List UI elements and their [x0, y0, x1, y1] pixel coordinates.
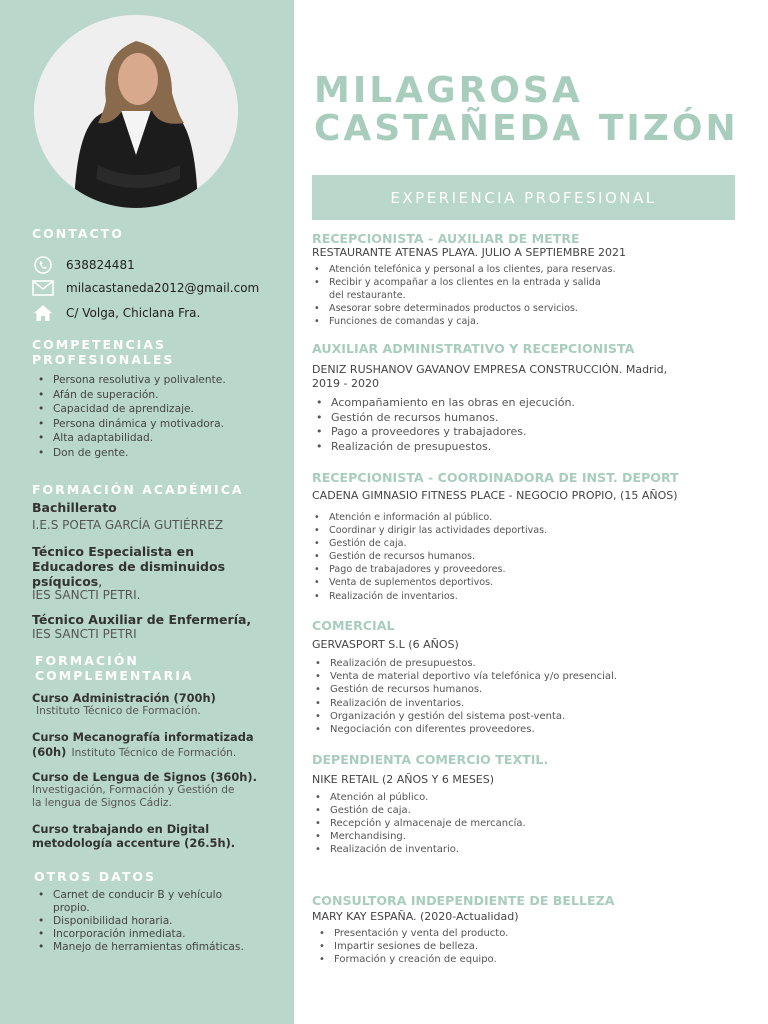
- list-item: • Alta adaptabilidad.: [53, 431, 226, 446]
- list-item: • Carnet de conducir B y vehículo: [53, 889, 244, 902]
- list-item: • Gestión de recursos humanos.: [331, 411, 575, 426]
- phone-icon: [32, 256, 54, 274]
- course-title: Curso Administración (700h): [32, 691, 216, 705]
- job-duties: [330, 657, 617, 736]
- job-title: RECEPCIONISTA - AUXILIAR DE METRE: [312, 231, 580, 246]
- edu-title: Técnico Auxiliar de Enfermería,: [32, 612, 252, 627]
- job-duties: [329, 263, 616, 328]
- list-item: • Afán de superación.: [53, 388, 226, 403]
- list-item: • Gestión de recursos humanos.: [329, 550, 547, 563]
- list-item: • Pago de trabajadores y proveedores.: [329, 563, 547, 576]
- name-line-1: MILAGROSA: [314, 70, 583, 111]
- edu-title: Bachillerato: [32, 500, 117, 515]
- course-title: Curso trabajando en Digital: [32, 822, 210, 836]
- list-item: • Recibir y acompañar a los clientes en la entrada y salida: [329, 276, 616, 289]
- list-item: • Venta de material deportivo vía telefónica y/o presencial.: [330, 670, 617, 683]
- list-item: • Organización y gestión del sistema post-venta.: [330, 710, 617, 723]
- formacion-complementaria-heading-line-1: FORMACIÓN: [35, 653, 139, 668]
- job-title: RECEPCIONISTA - COORDINADORA DE INST. DEPORT: [312, 470, 679, 485]
- job-title: COMERCIAL: [312, 618, 395, 633]
- profile-photo: [34, 15, 238, 208]
- email-address[interactable]: milacastaneda2012@gmail.com: [66, 281, 260, 295]
- list-item: • Negociación con diferentes proveedores.: [330, 723, 617, 736]
- competencias-list: [53, 373, 226, 461]
- list-item: • Incorporación inmediata.: [53, 928, 244, 941]
- list-item: • Realización de inventario.: [330, 843, 526, 856]
- competencias-heading-line-1: COMPETENCIAS: [32, 337, 166, 352]
- edu-place: I.E.S POETA GARCÍA GUTIÉRREZ: [32, 518, 224, 532]
- sidebar: [0, 0, 294, 1024]
- job-company: GERVASPORT S.L (6 AÑOS): [312, 638, 459, 651]
- job-duties: [329, 511, 547, 603]
- edu-title: Educadores de disminuidos: [32, 559, 226, 574]
- edu-place: IES SANCTI PETRI.: [32, 588, 141, 602]
- job-duties: [334, 928, 508, 966]
- name-line-2: CASTAÑEDA TIZÓN: [314, 108, 739, 149]
- list-item: • Atención al público.: [330, 791, 526, 804]
- formacion-complementaria-heading: [35, 653, 194, 683]
- list-item: • Realización de inventarios.: [329, 590, 547, 603]
- person-name: [314, 72, 739, 148]
- list-item-continuation: del restaurante.: [329, 290, 406, 301]
- contact-heading: CONTACTO: [32, 226, 124, 241]
- list-item: • Atención e información al público.: [329, 511, 547, 524]
- job-company: RESTAURANTE ATENAS PLAYA. JULIO A SEPTIEMBRE 2021: [312, 246, 627, 259]
- list-item: • Atención telefónica y personal a los clientes, para reservas.: [329, 263, 616, 276]
- course-place: Instituto Técnico de Formación.: [71, 747, 237, 759]
- edu-place: IES SANCTI PETRI: [32, 627, 137, 641]
- list-item-continuation: propio.: [53, 902, 90, 914]
- list-item: • Presentación y venta del producto.: [334, 928, 508, 941]
- list-item: • Merchandising.: [330, 830, 526, 843]
- competencias-heading-line-2: PROFESIONALES: [32, 352, 175, 367]
- list-item: • Capacidad de aprendizaje.: [53, 402, 226, 417]
- list-item: • Persona resolutiva y polivalente.: [53, 373, 226, 388]
- list-item: • Coordinar y dirigir las actividades deportivas.: [329, 524, 547, 537]
- email-row: [32, 279, 259, 297]
- formacion-academica-heading: FORMACIÓN ACADÉMICA: [32, 482, 244, 497]
- list-item: • Venta de suplementos deportivos.: [329, 576, 547, 589]
- phone-number[interactable]: 638824481: [66, 258, 135, 272]
- otros-datos-heading: OTROS DATOS: [34, 869, 156, 884]
- list-item: • Recepción y almacenaje de mercancía.: [330, 817, 526, 830]
- job-company: CADENA GIMNASIO FITNESS PLACE - NEGOCIO PROPIO, (15 AÑOS): [312, 489, 678, 502]
- job-company: 2019 - 2020: [312, 377, 379, 390]
- course-place: Investigación, Formación y Gestión de: [32, 784, 235, 796]
- phone-row: [32, 256, 135, 274]
- edu-title: Técnico Especialista en: [32, 544, 194, 559]
- list-item: • Realización de presupuestos.: [331, 440, 575, 455]
- job-duties: [330, 791, 526, 856]
- course-title: metodología accenture (26.5h).: [32, 836, 236, 850]
- home-icon: [32, 304, 54, 322]
- list-item: • Impartir sesiones de belleza.: [334, 941, 508, 954]
- edu-title: [32, 574, 102, 589]
- job-title: AUXILIAR ADMINISTRATIVO Y RECEPCIONISTA: [312, 341, 635, 356]
- formacion-complementaria-heading-line-2: COMPLEMENTARIA: [35, 668, 194, 683]
- edu-title-part: psíquicos: [32, 574, 99, 589]
- list-item: • Persona dinámica y motivadora.: [53, 417, 226, 432]
- course-place: Instituto Técnico de Formación.: [36, 705, 201, 717]
- list-item: • Gestión de caja.: [329, 537, 547, 550]
- otros-datos-list: [53, 889, 244, 954]
- job-company: DENIZ RUSHANOV GAVANOV EMPRESA CONSTRUCCIÓN. Madrid,: [312, 363, 668, 376]
- list-item: • Manejo de herramientas ofimáticas.: [53, 941, 244, 954]
- course-line: [32, 744, 236, 760]
- job-title: CONSULTORA INDEPENDIENTE DE BELLEZA: [312, 893, 615, 908]
- job-company: MARY KAY ESPAÑA. (2020-Actualidad): [312, 910, 519, 923]
- list-item: • Formación y creación de equipo.: [334, 954, 508, 967]
- list-item: • Pago a proveedores y trabajadores.: [331, 425, 575, 440]
- address-row: [32, 304, 200, 322]
- experiencia-banner: EXPERIENCIA PROFESIONAL: [312, 175, 735, 220]
- course-title: Curso de Lengua de Signos (360h).: [32, 770, 257, 784]
- list-item: • Don de gente.: [53, 446, 226, 461]
- course-title: Curso Mecanografía informatizada: [32, 730, 254, 744]
- list-item: • Acompañamiento en las obras en ejecución.: [331, 396, 575, 411]
- list-item: • Realización de presupuestos.: [330, 657, 617, 670]
- list-item: • Gestión de recursos humanos.: [330, 683, 617, 696]
- list-item: • Disponibilidad horaria.: [53, 915, 244, 928]
- list-item: • Realización de inventarios.: [330, 697, 617, 710]
- edu-title-suffix: ,: [98, 574, 103, 589]
- job-title: DEPENDIENTA COMERCIO TEXTIL.: [312, 752, 549, 767]
- list-item: • Gestión de caja.: [330, 804, 526, 817]
- job-company: NIKE RETAIL (2 AÑOS Y 6 MESES): [312, 773, 495, 786]
- job-duties: [331, 396, 575, 454]
- list-item: • Funciones de comandas y caja.: [329, 315, 616, 328]
- competencias-heading: [32, 337, 174, 367]
- list-item: • Asesorar sobre determinados productos o servicios.: [329, 302, 616, 315]
- course-place: la lengua de Signos Cádiz.: [32, 797, 172, 809]
- mail-icon: [32, 279, 54, 297]
- course-title-part: (60h): [32, 745, 67, 759]
- address-text: C/ Volga, Chiclana Fra.: [66, 306, 201, 320]
